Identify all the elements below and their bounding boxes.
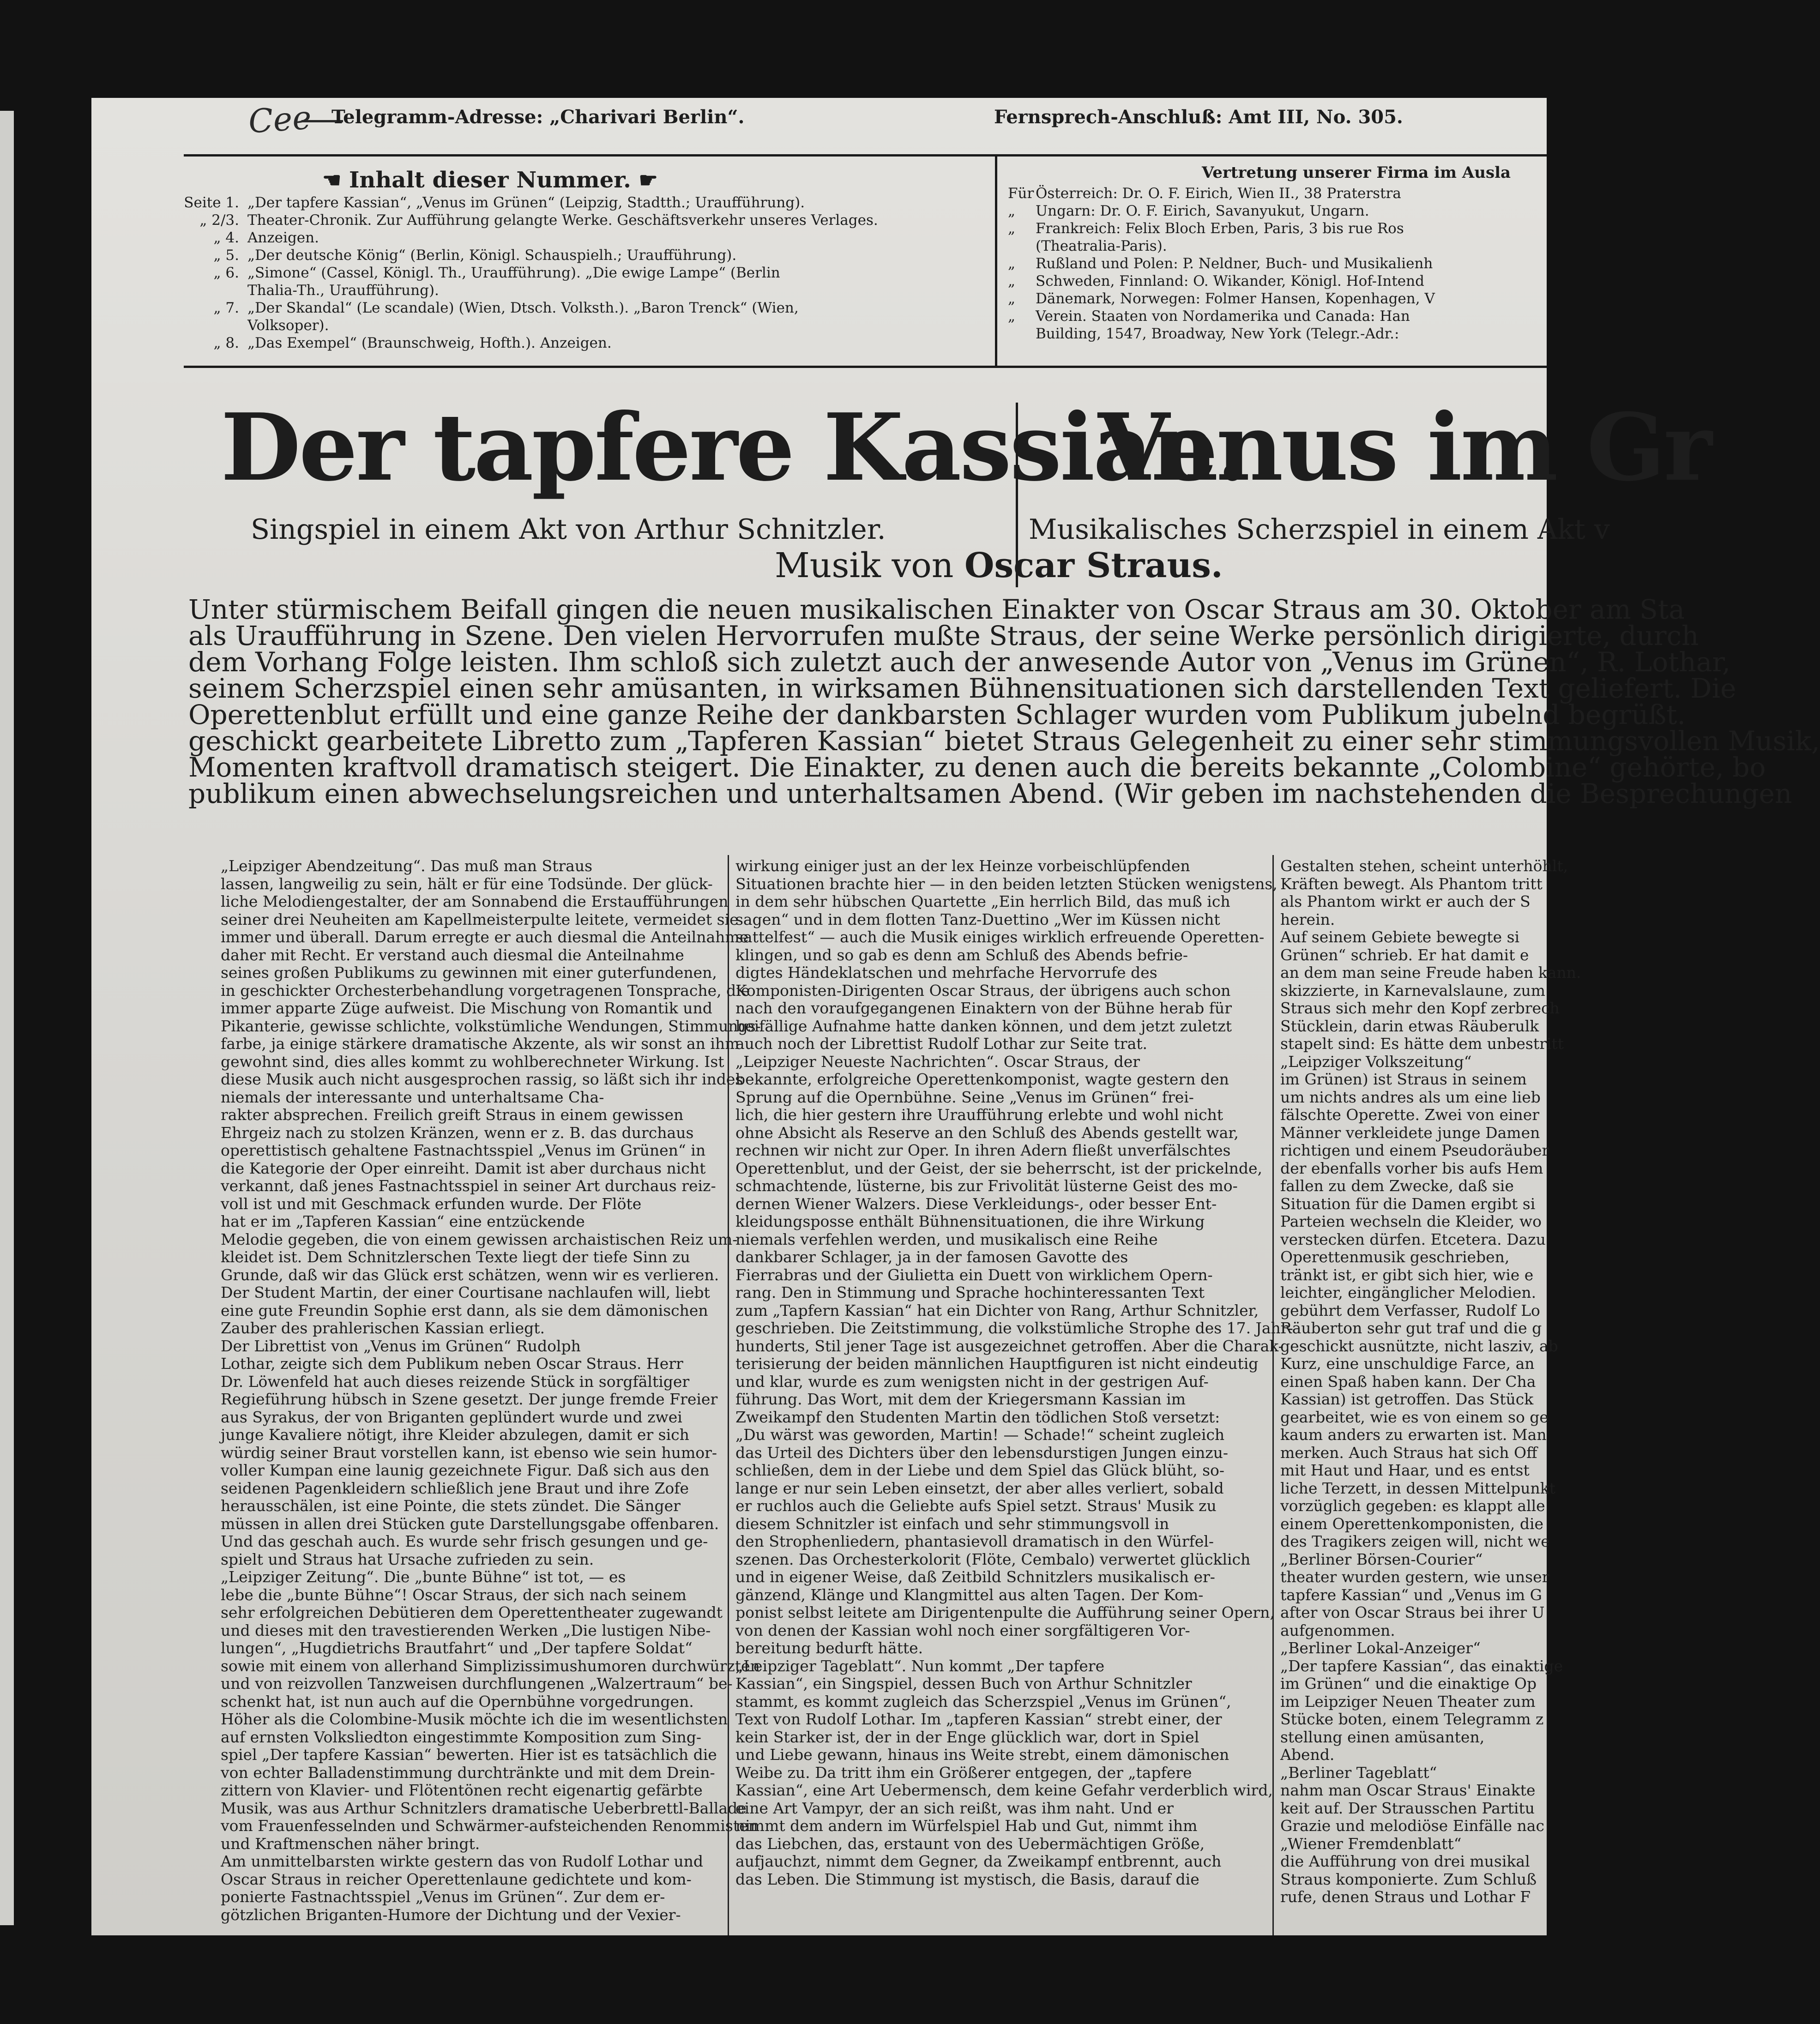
article-line: um nichts andres als um eine lieb [1280, 1088, 1541, 1106]
article-line: die Kategorie der Oper einreiht. Damit ist aber durchaus nicht [221, 1159, 706, 1177]
article-line: Fierrabras und der Giulietta ein Duett von wirklichem Opern- [735, 1265, 1213, 1284]
article-line: führung. Das Wort, mit dem der Kriegersmann Kassian im [735, 1390, 1186, 1408]
representation-list [1008, 185, 1548, 343]
representation-entry: Schweden, Finnland: O. Wikander, Königl. Hof-Intend [1036, 273, 1424, 289]
article-line: kleidungsposse enthält Bühnensituationen, die ihre Wirkung [735, 1212, 1205, 1230]
article-line: Männer verkleidete junge Damen [1280, 1123, 1540, 1142]
article-line: Grazie und melodiöse Einfälle nac [1280, 1817, 1544, 1835]
contents-entry: „Simone“ (Cassel, Königl. Th., Uraufführung). „Die ewige Lampe“ (Berlin [247, 265, 780, 281]
article-line: „Du wärst was geworden, Martin! — Schade!“ scheint zugleich [735, 1426, 1225, 1444]
article-line: stapelt sind: Es hätte dem unbestritt [1280, 1035, 1564, 1053]
representation-title: Vertretung unserer Firma im Ausla [1202, 163, 1511, 182]
article-line: operettistisch gehaltene Fastnachtsspiel „Venus im Grünen“ in [221, 1141, 706, 1159]
article-line: geschrieben. Die Zeitstimmung, die volkstümliche Strophe des 17. Jahr- [735, 1319, 1293, 1337]
article-line: das Leben. Die Stimmung ist mystisch, die Basis, darauf die [735, 1870, 1199, 1888]
article-line: seines großen Publikums zu gewinnen mit einer guterfundenen, [221, 964, 717, 982]
lead-line: dem Vorhang Folge leisten. Ihm schloß sich zuletzt auch der anwesende Autor von „Venus im Grünen“, R. Lothar, [188, 646, 1731, 678]
composer-credit [775, 546, 1223, 585]
representation-prefix: „ [1008, 290, 1016, 307]
representation-entry: Rußland und Polen: P. Neldner, Buch- und Musikalienh [1036, 255, 1433, 272]
contents-entry: „Das Exempel“ (Braunschweig, Hofth.). Anzeigen. [247, 335, 612, 351]
article-line: einem Operettenkomponisten, die [1280, 1514, 1544, 1533]
article-line: dernen Wiener Walzers. Diese Verkleidungs-, oder besser Ent- [735, 1194, 1217, 1213]
article-line: beifällige Aufnahme hatte danken können, und dem jetzt zuletzt [735, 1017, 1232, 1035]
article-line: des Tragikers zeigen will, nicht we [1280, 1532, 1550, 1550]
article-line: Der Librettist von „Venus im Grünen“ Rudolph [221, 1337, 581, 1355]
article-line: sagen“ und in dem flotten Tanz-Duettino „Wer im Küssen nicht [735, 910, 1220, 928]
article-line: auf ernsten Volksliedton eingestimmte Komposition zum Sing- [221, 1728, 701, 1746]
article-line: „Wiener Fremdenblatt“ [1280, 1834, 1462, 1853]
article-line: Komponisten-Dirigenten Oscar Straus, der übrigens auch schon [735, 981, 1231, 1000]
article-line: Am unmittelbarsten wirkte gestern das von Rudolf Lothar und [221, 1852, 704, 1870]
adjacent-page-edge [0, 111, 14, 1925]
article-line: hat er im „Tapferen Kassian“ eine entzückende [221, 1212, 585, 1230]
article-line: Höher als die Colombine-Musik möchte ich die im wesentlichsten [221, 1710, 728, 1728]
article-line: als Phantom wirkt er auch der S [1280, 892, 1531, 910]
contents-entry: „Der Skandal“ (Le scandale) (Wien, Dtsch. Volksth.). „Baron Trenck“ (Wien, [247, 300, 799, 316]
article-line: vorzüglich gegeben: es klappt alle [1280, 1497, 1545, 1515]
representation-prefix: „ [1008, 308, 1016, 325]
article-line: Der Student Martin, der einer Courtisane nachlaufen will, liebt [221, 1283, 710, 1301]
article-line: szenen. Das Orchesterkolorit (Flöte, Cembalo) verwertet glücklich [735, 1550, 1251, 1568]
phone-connection: Fernsprech-Anschluß: Amt III, No. 305. [994, 106, 1403, 128]
top-rule [184, 154, 1547, 157]
article-line: merken. Auch Straus hat sich Off [1280, 1443, 1537, 1462]
representation-prefix: „ [1008, 203, 1016, 219]
article-line: diese Musik auch nicht ausgesprochen rassig, so läßt sich ihr indes [221, 1070, 743, 1088]
article-line: richtigen und einem Pseudoräuber [1280, 1141, 1549, 1159]
contents-page-number: „ 5. [213, 247, 239, 264]
article-line: das Urteil des Dichters über den lebensdurstigen Jungen einzu- [735, 1443, 1229, 1462]
article-line: würdig seiner Braut vorstellen kann, ist ebenso wie sein humor- [221, 1443, 717, 1462]
article-line: bekannte, erfolgreiche Operettenkomponist, wagte gestern den [735, 1070, 1229, 1088]
article-line: Operettenmusik geschrieben, [1280, 1248, 1510, 1266]
review-column-2 [735, 857, 1354, 1888]
lead-line: Momenten kraftvoll dramatisch steigert. Die Einakter, zu denen auch die bereits bekannte „Colombine“ gehörte, bo [188, 752, 1766, 783]
article-line: seiner drei Neuheiten am Kapellmeisterpulte leitete, vermeidet sie [221, 910, 739, 928]
article-line: der ebenfalls vorher bis aufs Hem [1280, 1159, 1543, 1177]
representation-line [1008, 272, 1548, 290]
contents-page-number: „ 8. [213, 335, 239, 351]
article-line: wirkung einiger just an der lex Heinze vorbeischlüpfenden [735, 857, 1190, 875]
article-line: verkannt, daß jenes Fastnachtsspiel in seiner Art durchaus reiz- [221, 1177, 716, 1195]
article-line: Situation für die Damen ergibt si [1280, 1194, 1536, 1213]
article-line: und klar, wurde es zum wenigsten nicht in der gestrigen Auf- [735, 1372, 1209, 1391]
contents-line [184, 299, 992, 317]
article-line: farbe, ja einige stärkere dramatische Akzente, als wir sonst an ihm [221, 1035, 740, 1053]
article-line: und Liebe gewann, hinaus ins Weite strebt, einem dämonischen [735, 1746, 1229, 1764]
lead-paragraph [188, 594, 1820, 809]
article-line: schmachtende, lüsterne, bis zur Frivolität lüsterne Geist des mo- [735, 1177, 1238, 1195]
article-line: sowie mit einem von allerhand Simplizissimushumoren durchwürzten [221, 1657, 760, 1675]
newspaper-page [91, 98, 1820, 1935]
article-line: ohne Absicht als Reserve an den Schluß des Abends gestellt war, [735, 1123, 1239, 1142]
representation-entry: (Theatralia-Paris). [1036, 238, 1167, 254]
contents-page-number: „ 4. [213, 229, 239, 246]
article-line: im Grünen) ist Straus in seinem [1280, 1070, 1527, 1088]
article-line: mit Haut und Haar, und es entst [1280, 1461, 1530, 1479]
representation-line [1008, 185, 1548, 202]
contents-page-number: „ 2/3. [199, 212, 239, 229]
article-line: und in eigener Weise, daß Zeitbild Schnitzlers musikalisch er- [735, 1568, 1215, 1586]
article-line: sattelfest“ — auch die Musik einiges wirklich erfreuende Operetten- [735, 928, 1265, 946]
lead-line: geschickt gearbeitete Libretto zum „Tapferen Kassian“ bietet Straus Gelegenheit zu einer sehr stimmungsvollen Musik, [188, 725, 1820, 757]
composer-name: Oscar Straus. [964, 546, 1223, 585]
article-line: in dem sehr hübschen Quartette „Ein herrlich Bild, das muß ich [735, 892, 1230, 910]
contents-line [184, 334, 992, 352]
header-separator [995, 156, 997, 366]
article-line: Zweikampf den Studenten Martin den tödlichen Stoß versetzt: [735, 1408, 1220, 1426]
article-line: Text von Rudolf Lothar. Im „tapferen Kassian“ strebt einer, der [735, 1710, 1222, 1728]
article-line: „Leipziger Zeitung“. Die „bunte Bühne“ ist tot, — es [221, 1568, 626, 1586]
representation-line [1008, 220, 1548, 237]
article-line: Dr. Löwenfeld hat auch dieses reizende Stück in sorgfältiger [221, 1372, 690, 1391]
article-line: tapfere Kassian“ und „Venus im G [1280, 1585, 1543, 1604]
article-line: Musik, was aus Arthur Schnitzlers dramatische Ueberbrettl-Ballade [221, 1799, 747, 1817]
article-line: keit auf. Der Strausschen Partitu [1280, 1799, 1535, 1817]
article-line: nimmt dem andern im Würfelspiel Hab und Gut, nimmt ihm [735, 1817, 1198, 1835]
article-line: götzlichen Briganten-Humore der Dichtung und der Vexier- [221, 1905, 681, 1924]
article-line: niemals der interessante und unterhaltsame Cha- [221, 1088, 604, 1106]
article-line: immer und überall. Darum erregte er auch diesmal die Anteilnahme [221, 928, 749, 946]
representation-line [1008, 255, 1548, 272]
article-line: an dem man seine Freude haben kann. [1280, 964, 1581, 982]
representation-line [1008, 237, 1548, 255]
article-line: Kräften bewegt. Als Phantom tritt [1280, 874, 1543, 893]
contents-line [184, 282, 992, 299]
article-line: verstecken dürfen. Etcetera. Dazu [1280, 1230, 1546, 1248]
article-line: Weibe zu. Da tritt ihm ein Größerer entgegen, der „tapfere [735, 1763, 1192, 1782]
review-column-3 [1280, 857, 1581, 1906]
article-line: Kassian) ist getroffen. Das Stück [1280, 1390, 1534, 1408]
article-line: Sprung auf die Opernbühne. Seine „Venus im Grünen“ frei- [735, 1088, 1194, 1106]
article-line: Melodie gegeben, die von einem gewissen archaistischen Reiz um- [221, 1230, 738, 1248]
article-line: spielt und Straus hat Ursache zufrieden zu sein. [221, 1550, 594, 1568]
article-line: „Leipziger Abendzeitung“. Das muß man Straus [221, 857, 593, 875]
article-line: vom Frauenfesselnden und Schwärmer-aufsteichenden Renommisten [221, 1817, 758, 1835]
article-line: kaum anders zu erwarten ist. Man [1280, 1426, 1547, 1444]
article-line: immer apparte Züge aufweist. Die Mischung von Romantik und [221, 999, 712, 1017]
article-line: Und das geschah auch. Es wurde sehr frisch gesungen und ge- [221, 1532, 708, 1550]
article-line: lassen, langweilig zu sein, hält er für eine Todsünde. Der glück- [221, 874, 713, 893]
article-line: bereitung bedurft hätte. [735, 1639, 923, 1657]
article-line: fälschte Operette. Zwei von einer [1280, 1106, 1540, 1124]
article-line: im Grünen“ und die einaktige Op [1280, 1675, 1537, 1693]
article-line: niemals verfehlen werden, und musikalisch eine Reihe [735, 1230, 1158, 1248]
representation-line [1008, 290, 1548, 307]
article-line: Lothar, zeigte sich dem Publikum neben Oscar Straus. Herr [221, 1355, 683, 1373]
telegram-address: Telegramm-Adresse: „Charivari Berlin“. [331, 106, 745, 128]
article-line: in geschickter Orchesterbehandlung vorgetragenen Tonsprache, die [221, 981, 750, 1000]
article-line: Gestalten stehen, scheint unterhöhlt, [1280, 857, 1568, 875]
representation-entry: Verein. Staaten von Nordamerika und Canada: Han [1036, 308, 1410, 325]
article-line: Kurz, eine unschuldige Farce, an [1280, 1355, 1535, 1373]
article-line: von echter Balladenstimmung durchtränkte und mit dem Drein- [221, 1763, 715, 1782]
article-line: daher mit Recht. Er verstand auch diesmal die Anteilnahme [221, 946, 684, 964]
contents-entry: Theater-Chronik. Zur Aufführung gelangte Werke. Geschäftsverkehr unseres Verlages. [247, 212, 878, 229]
header-bottom-rule [184, 366, 1547, 368]
article-line: nahm man Oscar Straus' Einakte [1280, 1781, 1536, 1799]
pointing-hand-left-icon: ☚ [322, 168, 342, 193]
contents-title [322, 167, 658, 193]
article-line: „Berliner Börsen-Courier“ [1280, 1550, 1483, 1568]
article-line: Operettenblut, und der Geist, der sie beherrscht, ist der prickelnde, [735, 1159, 1263, 1177]
article-line: stellung einen amüsanten, [1280, 1728, 1485, 1746]
representation-prefix: „ [1008, 255, 1016, 272]
article-line: gebührt dem Verfasser, Rudolf Lo [1280, 1301, 1540, 1319]
article-line: „Berliner Tageblatt“ [1280, 1763, 1437, 1782]
article-line: klingen, und so gab es denn am Schluß des Abends befrie- [735, 946, 1188, 964]
article-line: lich, die hier gestern ihre Uraufführung erlebte und wohl nicht [735, 1106, 1223, 1124]
article-line: geschickt ausnützte, nicht lasziv, ab [1280, 1337, 1558, 1355]
contents-line [184, 264, 992, 282]
article-line: und Kraftmenschen näher bringt. [221, 1834, 480, 1853]
article-line: gearbeitet, wie es von einem so ge [1280, 1408, 1549, 1426]
representation-entry: Building, 1547, Broadway, New York (Telegr.-Adr.: [1036, 325, 1399, 342]
article-line: Kassian“, ein Singspiel, dessen Buch von Arthur Schnitzler [735, 1675, 1192, 1693]
article-line: herausschälen, ist eine Pointe, die stets zündet. Die Sänger [221, 1497, 681, 1515]
representation-entry: Ungarn: Dr. O. F. Eirich, Savanyukut, Ungarn. [1036, 203, 1369, 219]
article-line: digtes Händeklatschen und mehrfache Hervorrufe des [735, 964, 1157, 982]
contents-line [184, 194, 992, 211]
contents-line [184, 247, 992, 264]
article-line: Räuberton sehr gut traf und die g [1280, 1319, 1542, 1337]
representation-entry: Österreich: Dr. O. F. Eirich, Wien II., 38 Praterstra [1036, 185, 1401, 202]
article-line: lungen“, „Hugdietrichs Brautfahrt“ und „Der tapfere Soldat“ [221, 1639, 693, 1657]
representation-line [1008, 325, 1548, 343]
article-line: von denen der Kassian wohl noch einer sorgfältigeren Vor- [735, 1621, 1190, 1639]
article-line: Zauber des prahlerischen Kassian erliegt. [221, 1319, 545, 1337]
contents-page-number: „ 6. [213, 265, 239, 281]
article-line: den Strophenliedern, phantasievoll dramatisch in den Würfel- [735, 1532, 1214, 1550]
article-line: leichter, eingänglicher Melodien. [1280, 1283, 1537, 1301]
article-line: aus Syrakus, der von Briganten geplündert wurde und zwei [221, 1408, 682, 1426]
article-line: gewohnt sind, dies alles kommt zu wohlberechneter Wirkung. Ist [221, 1052, 724, 1071]
article-line: dankbarer Schlager, ja in der famosen Gavotte des [735, 1248, 1128, 1266]
review-column-1 [221, 857, 816, 1924]
article-line: fallen zu dem Zwecke, daß sie [1280, 1177, 1514, 1195]
representation-prefix: „ [1008, 273, 1016, 289]
lead-line: publikum einen abwechselungsreichen und unterhaltsamen Abend. (Wir geben im nachstehenden die Besprechungen [188, 778, 1792, 809]
article-line: stammt, es kommt zugleich das Scherzspiel „Venus im Grünen“, [735, 1692, 1231, 1711]
article-line: „Der tapfere Kassian“, das einaktige [1280, 1657, 1563, 1675]
article-line: ponierte Fastnachtsspiel „Venus im Grünen“. Zur dem er- [221, 1888, 665, 1906]
article-line: kleidet ist. Dem Schnitzlerschen Texte liegt der tiefe Sinn zu [221, 1248, 690, 1266]
article-line: zum „Tapfern Kassian“ hat ein Dichter von Rang, Arthur Schnitzler, [735, 1301, 1259, 1319]
article-line: eine Art Vampyr, der an sich reißt, was ihm naht. Und er [735, 1799, 1174, 1817]
contents-entry: Volksoper). [247, 317, 329, 334]
article-line: Stücke boten, einem Telegramm z [1280, 1710, 1544, 1728]
contents-list [184, 194, 992, 352]
article-line: das Liebchen, das, erstaunt von des Uebermächtigen Größe, [735, 1834, 1205, 1853]
article-line: junge Kavaliere nötigt, ihre Kleider abzulegen, damit er sich [221, 1426, 689, 1444]
article-line: herein. [1280, 910, 1335, 928]
article-line: schenkt hat, ist nun auch auf die Opernbühne vorgedrungen. [221, 1692, 694, 1711]
subtitle-left: Singspiel in einem Akt von Arthur Schnitzler. [251, 513, 886, 546]
article-line: Ehrgeiz nach zu stolzen Kränzen, wenn er z. B. das durchaus [221, 1123, 694, 1142]
article-line: Stücklein, darin etwas Räuberulk [1280, 1017, 1539, 1035]
article-line: rang. Den in Stimmung und Sprache hochinteressanten Text [735, 1283, 1205, 1301]
article-line: sehr erfolgreichen Debütieren dem Operettentheater zugewandt [221, 1603, 723, 1621]
representation-line [1008, 202, 1548, 220]
article-line: nach den voraufgegangenen Einaktern von der Bühne herab für [735, 999, 1232, 1017]
lead-line: als Uraufführung in Szene. Den vielen Hervorrufen mußte Straus, der seine Werke persönlich dirigierte, durch [188, 620, 1699, 651]
article-line: „Leipziger Volkszeitung“ [1280, 1052, 1472, 1071]
article-line: Situationen brachte hier — in den beiden letzten Stücken wenigstens, [735, 874, 1278, 893]
contents-entry: „Der tapfere Kassian“, „Venus im Grünen“ (Leipzig, Stadtth.; Uraufführung). [247, 194, 805, 211]
representation-prefix: „ [1008, 220, 1016, 237]
article-line: einen Spaß haben kann. Der Cha [1280, 1372, 1536, 1391]
article-line: terisierung der beiden männlichen Hauptfiguren ist nicht eindeutig [735, 1355, 1259, 1373]
article-line: die Aufführung von drei musikal [1280, 1852, 1530, 1870]
article-line: er ruchlos auch die Geliebte aufs Spiel setzt. Straus' Musik zu [735, 1497, 1217, 1515]
headline-left: Der tapfere Kassian. [221, 393, 1247, 502]
headline-right: Venus im Gr [1098, 393, 1711, 502]
contents-page-number: „ 7. [213, 300, 239, 316]
article-line: auch noch der Librettist Rudolf Lothar zur Seite trat. [735, 1035, 1147, 1053]
article-line: skizzierte, in Karnevalslaune, zum [1280, 981, 1546, 1000]
article-line: Parteien wechseln die Kleider, wo [1280, 1212, 1542, 1230]
article-line: hunderts, Stil jener Tage ist ausgezeichnet getroffen. Aber die Charak- [735, 1337, 1284, 1355]
article-line: ponist selbst leitete am Dirigentenpulte die Aufführung seiner Opern, [735, 1603, 1275, 1621]
article-line: Pikanterie, gewisse schlichte, volkstümliche Wendungen, Stimmungs- [221, 1017, 761, 1035]
article-line: aufgenommen. [1280, 1621, 1395, 1639]
article-line: zittern von Klavier- und Flötentönen recht eigenartig gefärbte [221, 1781, 703, 1799]
article-line: Regieführung hübsch in Szene gesetzt. Der junge fremde Freier [221, 1390, 718, 1408]
article-line: diesem Schnitzler ist einfach und sehr stimmungsvoll in [735, 1514, 1169, 1533]
article-line: im Leipziger Neuen Theater zum [1280, 1692, 1536, 1711]
article-line: schließen, dem in der Liebe und dem Spiel das Glück blüht, so- [735, 1461, 1225, 1479]
article-line: spiel „Der tapfere Kassian“ bewerten. Hier ist es tatsächlich die [221, 1746, 717, 1764]
contents-entry: „Der deutsche König“ (Berlin, Königl. Schauspielh.; Uraufführung). [247, 247, 737, 264]
lead-line: Operettenblut erfüllt und eine ganze Reihe der dankbarsten Schlager wurden vom Publikum jubelnd begrüßt. [188, 699, 1686, 730]
article-line: voller Kumpan eine launig gezeichnete Figur. Daß sich aus den [221, 1461, 710, 1479]
article-line: rechnen wir nicht zur Oper. In ihren Adern fließt unverfälschtes [735, 1141, 1231, 1159]
article-line: kein Starker ist, der in der Enge glücklich war, dort in Spiel [735, 1728, 1199, 1746]
article-line: Grunde, daß wir das Glück erst schätzen, wenn wir es verlieren. [221, 1265, 719, 1284]
article-line: lange er nur sein Leben einsetzt, der aber alles verliert, sobald [735, 1479, 1224, 1497]
article-line: aufjauchzt, nimmt dem Gegner, da Zweikampf entbrennt, auch [735, 1852, 1222, 1870]
representation-prefix: Für [1008, 185, 1034, 202]
article-line: „Leipziger Tageblatt“. Nun kommt „Der tapfere [735, 1657, 1105, 1675]
article-line: Kassian“, eine Art Uebermensch, dem keine Gefahr verderblich wird, [735, 1781, 1273, 1799]
article-line: rakter absprechen. Freilich greift Straus in einem gewissen [221, 1106, 684, 1124]
lead-line: seinem Scherzspiel einen sehr amüsanten, in wirksamen Bühnensituationen sich darstellenden Text geliefert. Die [188, 673, 1736, 704]
article-line: theater wurden gestern, wie unser [1280, 1568, 1549, 1586]
article-line: rufe, denen Straus und Lothar F [1280, 1888, 1531, 1906]
article-line: und von reizvollen Tanzweisen durchflungenen „Walzertraum“ be- [221, 1675, 733, 1693]
contents-line [184, 317, 992, 334]
article-line: after von Oscar Straus bei ihrer U [1280, 1603, 1545, 1621]
article-line: tränkt ist, er gibt sich hier, wie e [1280, 1265, 1534, 1284]
subtitle-right: Musikalisches Scherzspiel in einem Akt v [1029, 513, 1610, 546]
contents-line [184, 211, 992, 229]
representation-line [1008, 307, 1548, 325]
article-line: und dieses mit den travestierenden Werken „Die lustigen Nibe- [221, 1621, 711, 1639]
article-line: voll ist und mit Geschmack erfunden wurde. Der Flöte [221, 1194, 642, 1213]
contents-line [184, 229, 992, 247]
article-line: „Berliner Lokal-Anzeiger“ [1280, 1639, 1481, 1657]
representation-entry: Dänemark, Norwegen: Folmer Hansen, Kopenhagen, V [1036, 290, 1435, 307]
contents-entry: Anzeigen. [247, 229, 319, 246]
contents-title-text: Inhalt dieser Nummer. [349, 167, 631, 193]
article-line: liche Melodiengestalter, der am Sonnabend die Erstaufführungen [221, 892, 729, 910]
article-line: gänzend, Klänge und Klangmittel aus alten Tagen. Der Kom- [735, 1585, 1204, 1604]
article-line: Abend. [1280, 1746, 1335, 1764]
article-line: lebe die „bunte Bühne“! Oscar Straus, der sich nach seinem [221, 1585, 687, 1604]
pencil-annotation: Cee [247, 98, 313, 141]
article-line: liche Terzett, in dessen Mittelpunkt [1280, 1479, 1555, 1497]
article-line: Auf seinem Gebiete bewegte si [1280, 928, 1520, 946]
article-line: seidenen Pagenkleidern schließlich jene Braut und ihre Zofe [221, 1479, 689, 1497]
article-line: „Leipziger Neueste Nachrichten“. Oscar Straus, der [735, 1052, 1140, 1071]
article-line: müssen in allen drei Stücken gute Darstellungsgabe offenbaren. [221, 1514, 719, 1533]
article-line: Grünen“ schrieb. Er hat damit e [1280, 946, 1529, 964]
contents-entry: Thalia-Th., Uraufführung). [247, 282, 439, 299]
representation-entry: Frankreich: Felix Bloch Erben, Paris, 3 bis rue Ros [1036, 220, 1404, 237]
contents-page-number: Seite 1. [184, 194, 239, 211]
article-line: eine gute Freundin Sophie erst dann, als sie dem dämonischen [221, 1301, 708, 1319]
pointing-hand-right-icon: ☛ [639, 168, 658, 193]
lead-line: Unter stürmischem Beifall gingen die neuen musikalischen Einakter von Oscar Straus am 30. Oktober am Sta [188, 594, 1685, 625]
article-line: Oscar Straus in reicher Operettenlaune gedichtete und kom- [221, 1870, 692, 1888]
article-line: Straus komponierte. Zum Schluß [1280, 1870, 1537, 1888]
composer-prefix: Musik von [775, 546, 954, 585]
article-line: Straus sich mehr den Kopf zerbrech [1280, 999, 1560, 1017]
